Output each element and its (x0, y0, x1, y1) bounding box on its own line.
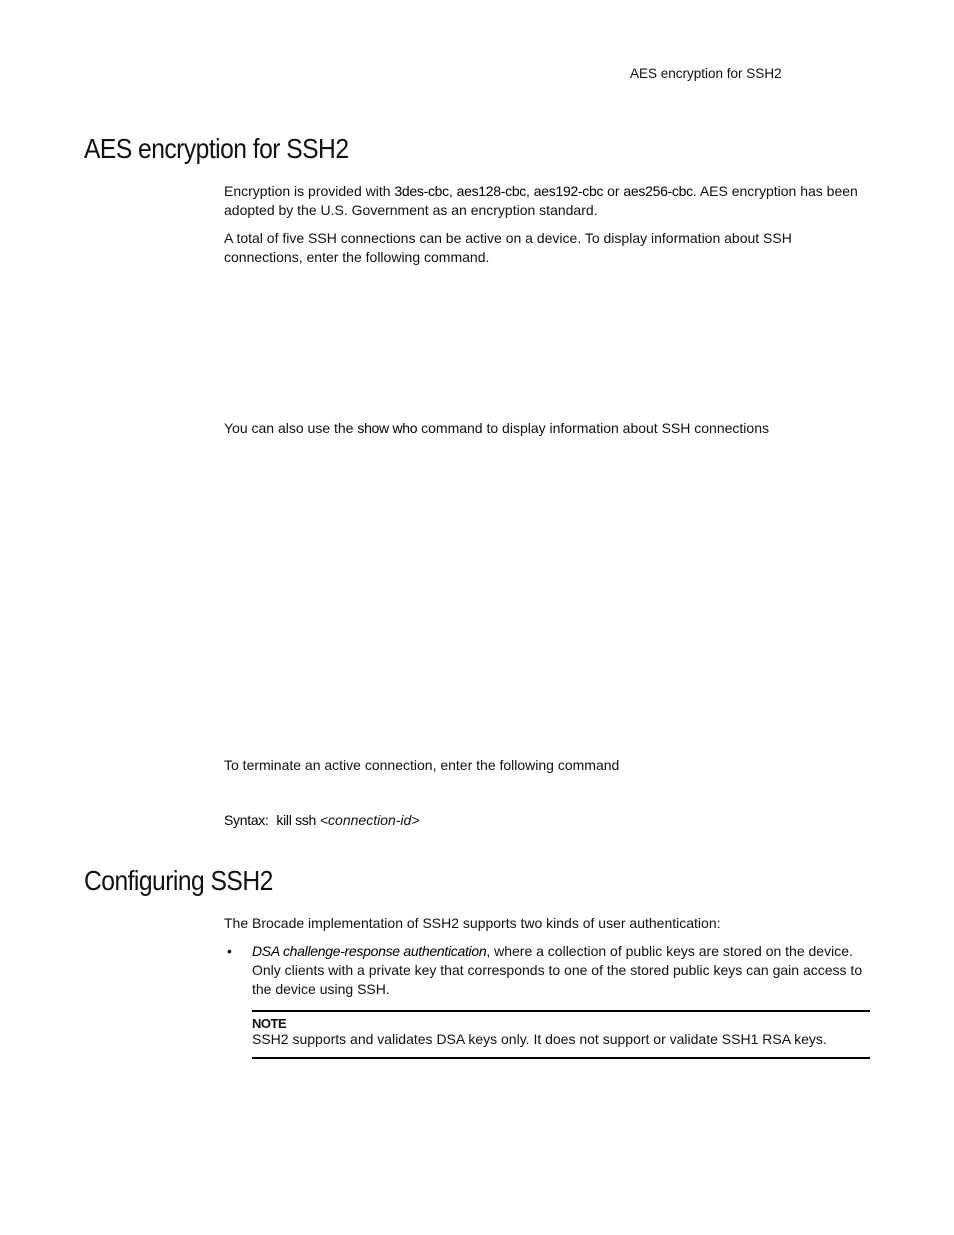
separator: , (526, 183, 534, 199)
syntax-line (224, 811, 874, 830)
command-aes192-cbc: aes192-cbc (533, 183, 604, 199)
syntax-parameter: <connection-id> (319, 812, 420, 828)
syntax-label: Syntax: (224, 812, 269, 828)
bullet-description: , where a collection of public keys are stored on the device. Only clients with a private key that corresponds to one of the stored public keys can gain access to the device using SSH. (252, 943, 863, 997)
paragraph-text: You can also use the (224, 420, 358, 436)
separator: or (603, 183, 624, 199)
command-aes256-cbc: aes256-cbc (623, 183, 693, 199)
command-3des-cbc: 3des-cbc (394, 183, 449, 199)
command-kill-ssh: kill ssh (276, 812, 316, 828)
paragraph-terminate: To terminate an active connection, enter the following command (224, 757, 620, 773)
paragraph-encryption (224, 182, 874, 220)
bullet-term: DSA challenge-response authentication (252, 943, 487, 959)
bullet-icon: • (227, 943, 232, 959)
paragraph-text: Encryption is provided with (224, 183, 395, 199)
section-heading-aes: AES encryption for SSH2 (84, 133, 349, 164)
paragraph-show-who (224, 419, 874, 438)
separator: , (448, 183, 457, 199)
running-header: AES encryption for SSH2 (630, 66, 782, 81)
command-aes128-cbc: aes128-cbc (456, 183, 527, 199)
paragraph-ssh-connections: A total of five SSH connections can be active on a device. To display information about SSH connections, enter the following command. (224, 230, 792, 265)
paragraph-intro: The Brocade implementation of SSH2 supports two kinds of user authentication: (224, 915, 721, 931)
note-text: SSH2 supports and validates DSA keys only. It does not support or validate SSH1 RSA keys. (252, 1031, 827, 1047)
paragraph-text: command to display information about SSH connections (417, 420, 769, 436)
paragraph-text: . AES encryption has been adopted by the U.S. Government as an encryption standard. (224, 183, 858, 218)
note-label: NOTE (252, 1016, 287, 1031)
section-heading-configuring: Configuring SSH2 (84, 865, 273, 896)
note-box (252, 1010, 870, 1059)
list-item-dsa (252, 942, 864, 999)
command-show-who: show who (357, 420, 418, 436)
